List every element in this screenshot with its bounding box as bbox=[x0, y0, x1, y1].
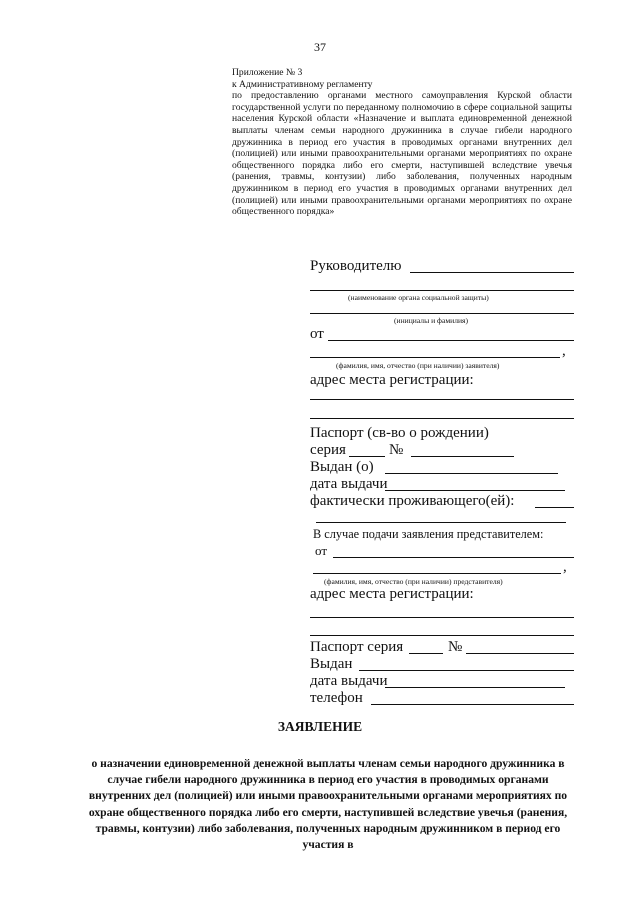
initials-input-line[interactable] bbox=[310, 313, 574, 314]
issued2-input-line[interactable] bbox=[359, 670, 574, 671]
appendix-to: к Административному регламенту bbox=[232, 78, 373, 90]
number-input-line[interactable] bbox=[411, 456, 514, 457]
form-head-label: Руководителю bbox=[310, 258, 402, 274]
passport-series-label: Паспорт серия bbox=[310, 639, 404, 655]
number-sign2: № bbox=[448, 639, 463, 655]
caption-org: (наименование органа социальной защиты) bbox=[348, 293, 489, 302]
from2-label: от bbox=[315, 543, 328, 558]
issue-date-label: дата выдачи bbox=[310, 476, 388, 492]
applicant-input-line[interactable] bbox=[310, 357, 560, 358]
page-number: 37 bbox=[314, 40, 326, 54]
reg-address2-line-2[interactable] bbox=[310, 635, 574, 636]
residence-input-line-2[interactable] bbox=[316, 522, 566, 523]
caption-applicant: (фамилия, имя, отчество (при наличии) заявителя) bbox=[336, 361, 500, 370]
phone-input-line[interactable] bbox=[371, 704, 574, 705]
caption-representative: (фамилия, имя, отчество (при наличии) представителя) bbox=[324, 577, 503, 586]
org-input-line[interactable] bbox=[310, 290, 574, 291]
number-sign: № bbox=[389, 442, 404, 458]
caption-initials: (инициалы и фамилия) bbox=[394, 316, 469, 325]
appendix-body: по предоставлению органами местного самоуправления Курской области государственной услуги по переданному полномочию в сфере социальной защиты населения Курской области «Назначение и выплата единовременной денежной выплаты членам семьи народного дружинника в случае гибели народного дружинника в период его участия в проводимых органами внутренних дел (полицией) или иными правоохранительными органами мероприятиях по охране общественного порядка либо его смерти, наступившей вследствие увечья (ранения, травмы, контузии) либо заболевания, полученных народным дружинником в период его участия в проводимых органами внутренних дел (полицией) или иными правоохранительными органами мероприятиях по охране общественного порядка» bbox=[232, 90, 572, 218]
series-label: серия bbox=[310, 442, 346, 458]
passport-series-input-line[interactable] bbox=[409, 653, 443, 654]
reg-address-label: адрес места регистрации: bbox=[310, 372, 474, 388]
head-input-line[interactable] bbox=[410, 272, 574, 273]
applicant-comma: , bbox=[562, 343, 566, 359]
from-input-line[interactable] bbox=[328, 340, 574, 341]
issue-date2-input-line[interactable] bbox=[385, 687, 565, 688]
appendix-title: Приложение № 3 bbox=[232, 67, 303, 78]
representative-comma: , bbox=[563, 559, 567, 575]
series-input-line[interactable] bbox=[349, 456, 385, 457]
issued-label: Выдан (о) bbox=[310, 459, 374, 475]
from-label: от bbox=[310, 326, 324, 342]
appendix-block bbox=[232, 67, 572, 218]
reg-address-line-2[interactable] bbox=[310, 418, 574, 419]
from2-input-line[interactable] bbox=[333, 557, 574, 558]
passport-birth-label: Паспорт (св-во о рождении) bbox=[310, 425, 489, 441]
issued-input-line[interactable] bbox=[385, 473, 558, 474]
representative-input-line[interactable] bbox=[313, 573, 561, 574]
actual-residence-label: фактически проживающего(ей): bbox=[310, 493, 515, 509]
issue-date-input-line[interactable] bbox=[385, 490, 565, 491]
issued2-label: Выдан bbox=[310, 656, 353, 672]
passport-number-input-line[interactable] bbox=[466, 653, 574, 654]
reg-address2-label: адрес места регистрации: bbox=[310, 586, 474, 602]
representative-note: В случае подачи заявления представителем: bbox=[313, 527, 544, 541]
residence-input-line-1[interactable] bbox=[535, 507, 574, 508]
reg-address2-line-1[interactable] bbox=[310, 617, 574, 618]
issue-date2-label: дата выдачи bbox=[310, 673, 388, 689]
reg-address-line-1[interactable] bbox=[310, 399, 574, 400]
phone-label: телефон bbox=[310, 690, 363, 706]
statement-text: о назначении единовременной денежной выплаты членам семьи народного дружинника в случае гибели народного дружинника в период его участия в проводимых органами внутренних дел (полицией) или иными правоохранительными органами мероприятиях по охране общественного порядка либо его смерти, наступившей вследствие увечья (ранения, травмы, контузии) либо заболевания, полученных народным дружинником в период его участия в bbox=[88, 757, 568, 852]
statement-title: ЗАЯВЛЕНИЕ bbox=[277, 719, 363, 734]
